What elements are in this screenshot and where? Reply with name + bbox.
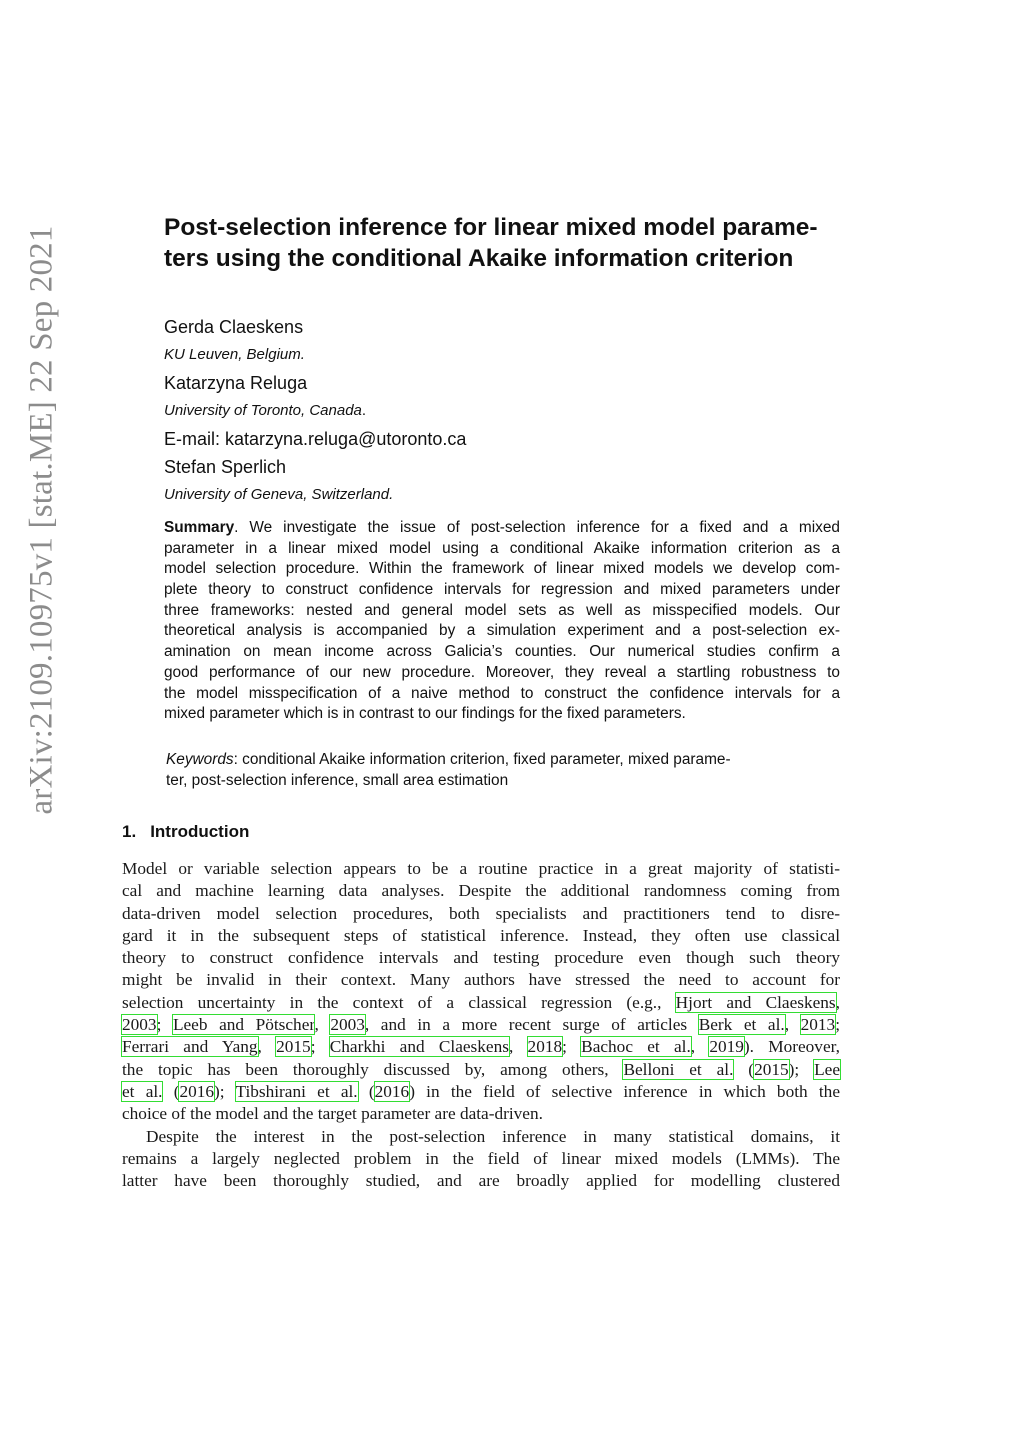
abstract-line: three frameworks: nested and general model sets as well as misspecified models. Our — [164, 601, 840, 619]
abstract-line: amination on mean income across Galicia’s counties. Our numerical studies confirm a — [164, 643, 840, 661]
keywords-line: ter, post-selection inference, small area estimation — [166, 771, 509, 789]
author-block — [164, 313, 844, 509]
body-line: remains a largely neglected problem in the field of linear mixed models (LMMs). The — [122, 1148, 840, 1168]
abstract-line: the model misspecification of a naive method to construct the confidence intervals for a — [164, 684, 840, 702]
body-line — [122, 1081, 840, 1103]
paper-title — [164, 212, 844, 274]
keywords-text: : conditional Akaike information criterion, fixed parameter, mixed parame- — [233, 751, 731, 768]
body-line: might be invalid in their context. Many authors have stressed the need to account for — [122, 970, 840, 990]
keywords — [166, 750, 806, 791]
body-line: latter have been thoroughly studied, and are broadly applied for modelling clustered — [122, 1171, 840, 1191]
section-heading — [122, 822, 249, 842]
author-affiliation: University of Geneva, Switzerland. — [164, 486, 394, 503]
body-text: , — [314, 1015, 331, 1035]
body-text: ; — [156, 1015, 173, 1035]
body-line — [122, 1059, 840, 1081]
body-line: cal and machine learning data analyses. Despite the additional randomness coming from — [122, 881, 840, 901]
title-line-1: Post-selection inference for linear mixed model parame- — [164, 214, 818, 241]
body-line: Model or variable selection appears to be a routine practice in a great majority of statisti- — [122, 859, 840, 878]
body-text: the topic has been thoroughly discussed by, among others, — [122, 1059, 624, 1079]
citation-link[interactable]: Leeb and Pötscher — [172, 1015, 315, 1035]
introduction-body — [122, 858, 840, 1192]
citation-link[interactable]: Ferrari and Yang — [122, 1037, 258, 1057]
body-text: ( — [733, 1059, 755, 1079]
citation-year-link[interactable]: 2016 — [374, 1081, 410, 1101]
citation-link[interactable]: Berk et al. — [698, 1015, 785, 1035]
body-line: theory to construct confidence intervals and testing procedure even though such theory — [122, 948, 840, 968]
citation-link[interactable]: Belloni et al. — [623, 1059, 734, 1079]
citation-year-link[interactable]: 2013 — [800, 1015, 836, 1035]
arxiv-sidebar — [2, 225, 82, 815]
body-text: , — [835, 992, 840, 1012]
citation-link[interactable]: Charkhi and Claeskens — [329, 1037, 509, 1057]
body-text: , — [257, 1037, 277, 1057]
body-line — [122, 1014, 840, 1036]
citation-year-link[interactable]: 2003 — [330, 1015, 365, 1035]
body-text: , — [508, 1037, 528, 1057]
body-line: Despite the interest in the post-selection inference in many statistical domains, it — [146, 1126, 840, 1146]
body-text: ( — [162, 1081, 180, 1101]
body-text: ); — [788, 1059, 815, 1079]
body-text: ) in the field of selective inference in which both the — [409, 1081, 840, 1101]
body-text: , — [690, 1037, 710, 1057]
author-affiliation: KU Leuven, Belgium. — [164, 346, 305, 363]
body-text: , and in a more recent surge of articles — [364, 1015, 699, 1035]
abstract-label: Summary — [164, 519, 235, 536]
citation-year-link[interactable]: 2003 — [122, 1015, 157, 1035]
arxiv-identifier: arXiv:2109.10975v1 [stat.ME] 22 Sep 2021 — [23, 225, 60, 815]
body-text: ; — [835, 1015, 840, 1035]
title-line-2: ters using the conditional Akaike information criterion — [164, 245, 794, 272]
citation-year-link[interactable]: 2016 — [179, 1081, 215, 1101]
citation-year-link[interactable]: 2019 — [709, 1037, 744, 1057]
body-text: , — [784, 1015, 801, 1035]
author-name: Katarzyna Reluga — [164, 373, 308, 393]
abstract-line: model selection procedure. Within the framework of linear mixed models we develop com- — [164, 560, 840, 578]
section-title: Introduction — [150, 822, 250, 841]
abstract-line: mixed parameter which is in contrast to our findings for the fixed parameters. — [164, 705, 686, 723]
citation-link[interactable]: Hjort and Claeskens — [675, 992, 836, 1012]
abstract-line: theoretical analysis is accompanied by a simulation experiment and a post-selection ex- — [164, 622, 840, 640]
author-affiliation — [164, 397, 844, 425]
citation-year-link[interactable]: 2018 — [527, 1037, 563, 1057]
body-text: ( — [357, 1081, 375, 1101]
section-number: 1. — [122, 822, 137, 841]
keywords-label: Keywords — [166, 751, 234, 768]
citation-link[interactable]: Bachoc et al. — [581, 1037, 691, 1057]
abstract-line — [164, 518, 840, 539]
body-text: ; — [562, 1037, 582, 1057]
body-line — [122, 1036, 840, 1058]
citation-link[interactable]: Lee — [814, 1059, 840, 1079]
affiliation-text: University of Toronto, Canada — [164, 402, 362, 419]
body-line: choice of the model and the target parameter are data-driven. — [122, 1104, 543, 1124]
affiliation-period: . — [361, 402, 367, 419]
abstract-line: parameter in a linear mixed model using a conditional Akaike information criterion as a — [164, 539, 840, 557]
body-text: ); — [214, 1081, 236, 1101]
citation-link[interactable]: et al. — [122, 1081, 163, 1101]
citation-year-link[interactable]: 2015 — [754, 1059, 789, 1079]
abstract-line: plete theory to construct confidence intervals for regression and mixed parameters under — [164, 581, 840, 599]
author-name: Stefan Sperlich — [164, 457, 287, 477]
keywords-line — [166, 750, 806, 771]
citation-link[interactable]: Tibshirani et al. — [235, 1081, 358, 1101]
body-line: gard it in the subsequent steps of statistical inference. Instead, they often use classical — [122, 925, 840, 945]
abstract-text: . We investigate the issue of post-selection inference for a fixed and a mixed — [234, 519, 840, 536]
author-name: Gerda Claeskens — [164, 317, 304, 337]
abstract — [164, 518, 840, 725]
abstract-line: good performance of our new procedure. Moreover, they reveal a startling robustness to — [164, 663, 840, 681]
body-line: data-driven model selection procedures, both specialists and practitioners tend to disre- — [122, 903, 840, 923]
body-line — [122, 992, 840, 1014]
author-email: E-mail: katarzyna.reluga@utoronto.ca — [164, 429, 467, 449]
body-text: selection uncertainty in the context of a classical regression (e.g., — [122, 992, 676, 1012]
body-text: ; — [310, 1037, 330, 1057]
citation-year-link[interactable]: 2015 — [276, 1037, 311, 1057]
body-text: ). Moreover, — [743, 1037, 841, 1057]
